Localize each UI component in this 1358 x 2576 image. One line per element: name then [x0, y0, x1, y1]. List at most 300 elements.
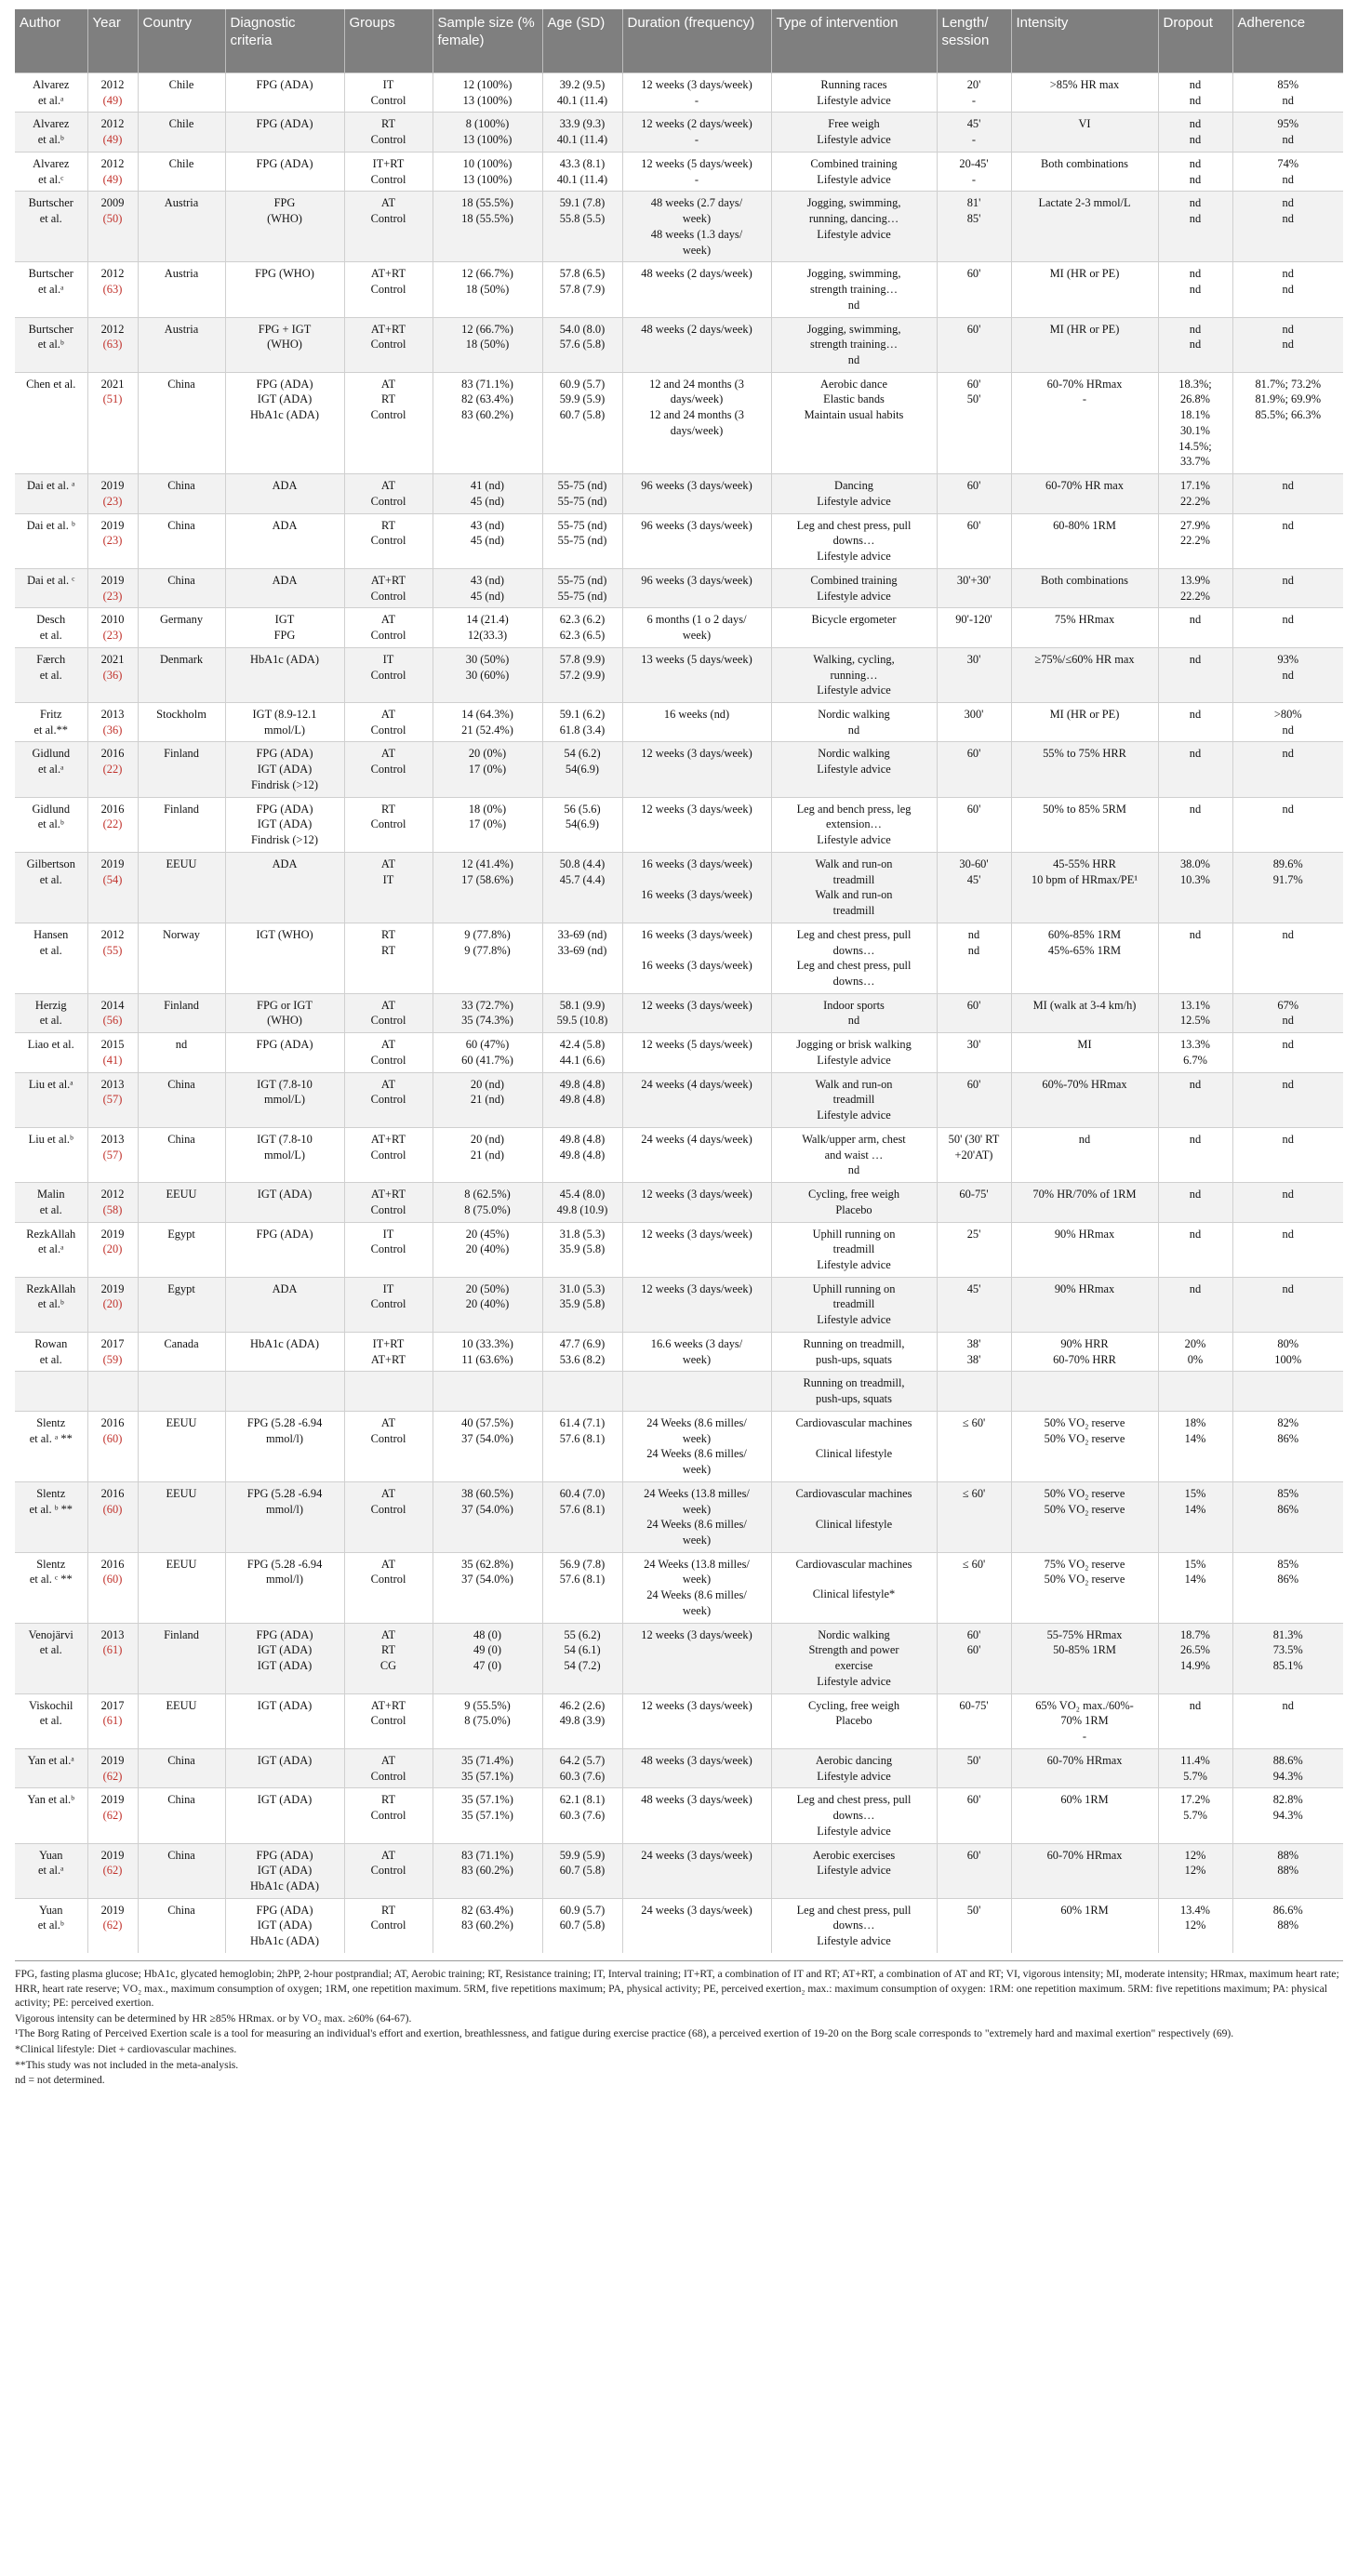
year-cell [87, 513, 138, 568]
age-cell [542, 797, 622, 852]
table-row [15, 1898, 1343, 1953]
diagnostic-criteria-line: ADA [272, 856, 298, 870]
intensity-line: 60% 1RM [1060, 1903, 1109, 1917]
sample-size-line: 20 (40%) [465, 1242, 510, 1256]
intervention-type-line: Walk/upper arm, chest [802, 1132, 906, 1146]
reference-link[interactable]: (23) [102, 494, 123, 508]
year-value: 2014 [100, 998, 125, 1012]
reference-link[interactable]: (23) [102, 534, 123, 548]
diagnostic-criteria-line: FPG (ADA) [256, 117, 313, 131]
intervention-type-cell [771, 192, 937, 262]
reference-link[interactable]: (22) [102, 763, 123, 777]
intervention-type-line: Lifestyle advice [817, 494, 891, 508]
age-line: 56.9 (7.8) [559, 1557, 606, 1571]
author-cell [15, 647, 87, 702]
reference-link[interactable]: (61) [102, 1714, 123, 1728]
adherence-line: 91.7% [1272, 872, 1303, 886]
age-line: 62.3 (6.2) [559, 613, 606, 627]
length-cell [937, 608, 1011, 647]
groups-cell [344, 73, 433, 113]
dropout-cell [1158, 1411, 1232, 1481]
duration-line: 48 weeks (3 days/week) [641, 1753, 752, 1767]
intervention-type-line: Clinical lifestyle* [812, 1587, 896, 1601]
reference-link[interactable]: (58) [102, 1202, 123, 1216]
groups-line: Control [370, 534, 406, 548]
duration-line: 12 and 24 months (3 [649, 377, 744, 391]
age-cell [542, 1372, 622, 1411]
country-cell [138, 113, 225, 152]
adherence-cell [1232, 1372, 1343, 1411]
header-dropout: Dropout [1158, 9, 1232, 73]
duration-line: week) [682, 629, 712, 643]
adherence-line: nd [1282, 1038, 1294, 1052]
sample-size-cell [433, 923, 542, 993]
author-cell [15, 262, 87, 317]
length-line: 60' [966, 267, 981, 281]
intensity-line: 50% VO₂ reserve [1044, 1573, 1125, 1587]
adherence-line: nd [1282, 747, 1294, 761]
reference-link[interactable]: (54) [102, 872, 123, 886]
duration-line: week) [682, 1573, 712, 1587]
sample-size-line: 9 (77.8%) [464, 927, 511, 941]
diagnostic-criteria-cell [225, 647, 344, 702]
diagnostic-criteria-cell [225, 1277, 344, 1332]
adherence-line: 85% [1277, 78, 1299, 91]
country-cell [138, 1481, 225, 1552]
adherence-line: nd [1282, 518, 1294, 532]
adherence-cell [1232, 192, 1343, 262]
reference-link[interactable]: (49) [102, 133, 123, 147]
diagnostic-criteria-cell [225, 73, 344, 113]
reference-link[interactable]: (60) [102, 1573, 123, 1587]
adherence-cell [1232, 73, 1343, 113]
adherence-cell [1232, 1748, 1343, 1787]
author-cell [15, 1183, 87, 1222]
sample-size-cell [433, 1033, 542, 1072]
sample-size-line: 18 (55.5%) [461, 212, 513, 226]
reference-link[interactable]: (36) [102, 668, 123, 682]
adherence-cell [1232, 1277, 1343, 1332]
country-cell [138, 647, 225, 702]
age-line: 55 (6.2) [564, 1627, 601, 1641]
table-row [15, 742, 1343, 797]
reference-link[interactable]: (63) [102, 338, 123, 352]
diagnostic-criteria-line: FPG (ADA) [256, 1627, 313, 1641]
adherence-line: nd [1282, 1698, 1294, 1712]
duration-line: week) [682, 1603, 712, 1617]
reference-link[interactable]: (62) [102, 1769, 123, 1783]
intensity-line: 60%-85% 1RM [1047, 927, 1122, 941]
length-cell [937, 1788, 1011, 1843]
groups-line: Control [370, 1809, 406, 1823]
sample-size-line: 21 (52.4%) [461, 723, 513, 737]
duration-cell [622, 1748, 771, 1787]
table-footnotes [15, 1960, 1343, 2088]
year-cell [87, 702, 138, 741]
reference-link[interactable]: (49) [102, 93, 123, 107]
author-line: et al. [39, 1714, 62, 1728]
author-line: et al. [39, 668, 62, 682]
intensity-cell [1011, 647, 1158, 702]
diagnostic-criteria-line: FPG (WHO) [255, 267, 314, 281]
groups-line: Control [370, 629, 406, 643]
diagnostic-criteria-line: FPG (ADA) [256, 747, 313, 761]
author-line: RezkAllah [26, 1227, 76, 1241]
diagnostic-criteria-line: HbA1c (ADA) [250, 1879, 319, 1892]
country-line: EEUU [166, 1415, 197, 1429]
duration-line: 13 weeks (5 days/week) [641, 652, 752, 666]
country-cell [138, 742, 225, 797]
year-value: 2016 [100, 802, 125, 816]
intervention-type-cell [771, 1623, 937, 1693]
groups-line: Control [370, 1714, 406, 1728]
duration-line: 48 weeks (3 days/week) [641, 1793, 752, 1807]
diagnostic-criteria-cell [225, 1623, 344, 1693]
author-line: Alvarez [33, 78, 70, 91]
age-cell [542, 113, 622, 152]
intervention-type-line: Jogging, swimming, [806, 322, 901, 336]
groups-cell [344, 1693, 433, 1748]
duration-cell [622, 1127, 771, 1182]
groups-line: AT+RT [370, 267, 406, 281]
length-line: 60-75' [959, 1188, 989, 1202]
dropout-line: 38.0% [1179, 856, 1210, 870]
groups-cell [344, 1127, 433, 1182]
adherence-line: nd [1282, 927, 1294, 941]
intervention-type-line: exercise [834, 1659, 873, 1673]
reference-link[interactable]: (57) [102, 1093, 123, 1107]
length-line: 60' [966, 747, 981, 761]
diagnostic-criteria-line: IGT (ADA) [257, 1864, 313, 1878]
diagnostic-criteria-cell [225, 1788, 344, 1843]
reference-link[interactable]: (63) [102, 283, 123, 297]
duration-line: 12 weeks (2 days/week) [641, 117, 752, 131]
reference-link[interactable]: (60) [102, 1502, 123, 1516]
groups-line: RT [380, 1793, 396, 1807]
table-row [15, 1372, 1343, 1411]
country-cell [138, 993, 225, 1032]
intervention-type-line: nd [847, 353, 860, 367]
age-line: 59.1 (6.2) [559, 707, 606, 721]
dropout-line: nd [1189, 652, 1202, 666]
sample-size-cell [433, 993, 542, 1032]
intervention-type-line: downs… [832, 534, 875, 548]
sample-size-line: 43 (nd) [470, 518, 505, 532]
country-line: EEUU [166, 1486, 197, 1500]
intervention-type-line: downs… [832, 943, 875, 957]
reference-link[interactable]: (41) [102, 1053, 123, 1067]
reference-link[interactable]: (36) [102, 723, 123, 737]
adherence-cell [1232, 1481, 1343, 1552]
diagnostic-criteria-line: HbA1c (ADA) [250, 408, 319, 422]
reference-link[interactable]: (59) [102, 1352, 123, 1366]
duration-cell [622, 797, 771, 852]
adherence-cell [1232, 513, 1343, 568]
length-line: 85' [966, 212, 981, 226]
intervention-type-line: Walk and run-on [815, 856, 893, 870]
year-value: 2015 [100, 1038, 125, 1052]
dropout-line: 13.4% [1179, 1903, 1210, 1917]
reference-link[interactable]: (60) [102, 1431, 123, 1445]
country-line: Chile [168, 78, 194, 91]
duration-cell [622, 152, 771, 191]
year-value: 2012 [100, 322, 125, 336]
intensity-line: MI (HR or PE) [1049, 267, 1120, 281]
country-line: EEUU [166, 1188, 197, 1202]
author-line: Alvarez [33, 117, 70, 131]
dropout-line: nd [1189, 117, 1202, 131]
age-cell [542, 1843, 622, 1898]
author-line: Liao et al. [27, 1038, 74, 1052]
intensity-cell [1011, 1277, 1158, 1332]
intensity-line: 50% VO₂ reserve [1044, 1431, 1125, 1445]
groups-line: RT [380, 943, 396, 957]
year-cell [87, 742, 138, 797]
diagnostic-criteria-line: mmol/l) [266, 1573, 303, 1587]
duration-line: week) [682, 1534, 712, 1547]
groups-line: RT [380, 117, 396, 131]
duration-line: days/week) [670, 423, 724, 437]
adherence-cell [1232, 608, 1343, 647]
intervention-type-line: Elastic bands [823, 392, 885, 406]
author-cell [15, 993, 87, 1032]
table-body [15, 73, 1343, 1953]
reference-link[interactable]: (56) [102, 1014, 123, 1028]
dropout-line: 18% [1184, 1415, 1206, 1429]
reference-link[interactable]: (20) [102, 1297, 123, 1311]
age-line: 54 (6.1) [564, 1643, 601, 1657]
author-line: et al.ᵃ [38, 763, 64, 777]
groups-line: IT [382, 652, 394, 666]
intervention-type-line: Lifestyle advice [817, 93, 891, 107]
groups-line: Control [370, 1093, 406, 1107]
country-cell [138, 1552, 225, 1623]
studies-table [15, 9, 1343, 1953]
adherence-cell [1232, 993, 1343, 1032]
intervention-type-line: Combined training [810, 156, 898, 170]
table-row [15, 1843, 1343, 1898]
dropout-cell [1158, 1183, 1232, 1222]
age-line: 39.2 (9.5) [559, 78, 606, 91]
author-cell [15, 742, 87, 797]
country-line: Finland [164, 802, 199, 816]
adherence-line: 88% [1277, 1848, 1299, 1862]
year-cell [87, 1552, 138, 1623]
duration-cell [622, 1788, 771, 1843]
reference-link[interactable]: (23) [102, 629, 123, 643]
table-row [15, 608, 1343, 647]
intensity-line: 50% VO₂ reserve [1044, 1502, 1125, 1516]
duration-cell [622, 608, 771, 647]
intensity-cell [1011, 152, 1158, 191]
diagnostic-criteria-line: ADA [272, 573, 298, 587]
year-cell [87, 1127, 138, 1182]
diagnostic-criteria-line: IGT (8.9-12.1 [252, 707, 317, 721]
sample-size-line: 43 (nd) [470, 573, 505, 587]
year-cell [87, 1277, 138, 1332]
groups-cell [344, 192, 433, 262]
sample-size-line: 17 (0%) [468, 817, 507, 831]
age-cell [542, 1072, 622, 1127]
dropout-cell [1158, 372, 1232, 473]
adherence-line: nd [1282, 212, 1294, 226]
duration-cell [622, 1843, 771, 1898]
adherence-cell [1232, 852, 1343, 923]
sample-size-cell [433, 1748, 542, 1787]
country-line: Austria [164, 267, 199, 281]
adherence-line: 82.8% [1272, 1793, 1303, 1807]
reference-link[interactable]: (62) [102, 1809, 123, 1823]
sample-size-line: 41 (nd) [470, 479, 505, 493]
intensity-cell [1011, 1898, 1158, 1953]
dropout-cell [1158, 742, 1232, 797]
diagnostic-criteria-line: (WHO) [267, 1014, 302, 1028]
length-line: 60' [966, 322, 981, 336]
header-type-of-intervention: Type of intervention [771, 9, 937, 73]
intervention-type-line: downs… [832, 1809, 875, 1823]
diagnostic-criteria-line: IGT (ADA) [257, 763, 313, 777]
reference-link[interactable]: (22) [102, 817, 123, 831]
year-value: 2019 [100, 1281, 125, 1295]
groups-cell [344, 1788, 433, 1843]
length-line: ≤ 60' [962, 1557, 986, 1571]
document-page [15, 9, 1343, 2089]
adherence-line: nd [1282, 172, 1294, 186]
duration-line: 12 weeks (5 days/week) [641, 156, 752, 170]
diagnostic-criteria-cell [225, 1332, 344, 1371]
dropout-cell [1158, 1552, 1232, 1623]
intervention-type-line: Leg and chest press, pull [796, 927, 912, 941]
groups-line: Control [370, 817, 406, 831]
reference-link[interactable]: (49) [102, 172, 123, 186]
country-cell [138, 1222, 225, 1277]
age-line: 60.7 (5.8) [559, 408, 606, 422]
reference-link[interactable]: (62) [102, 1864, 123, 1878]
intensity-line: nd [1078, 1132, 1091, 1146]
dropout-cell [1158, 262, 1232, 317]
length-line: 45' [966, 872, 981, 886]
diagnostic-criteria-line: FPG (5.28 -6.94 [246, 1557, 323, 1571]
footnote: *Clinical lifestyle: Diet + cardiovascular machines. [15, 2043, 237, 2056]
diagnostic-criteria-cell [225, 1748, 344, 1787]
age-line: 58.1 (9.9) [559, 998, 606, 1012]
length-cell [937, 372, 1011, 473]
table-row [15, 1748, 1343, 1787]
dropout-line: 15% [1184, 1557, 1206, 1571]
groups-line: Control [370, 1297, 406, 1311]
author-line: et al.ᵇ [37, 1297, 64, 1311]
intensity-line: 90% HRmax [1054, 1281, 1115, 1295]
reference-link[interactable]: (57) [102, 1148, 123, 1162]
age-line: 33-69 (nd) [557, 943, 607, 957]
intervention-type-line: Uphill running on [812, 1281, 896, 1295]
intervention-type-cell [771, 1693, 937, 1748]
sample-size-line: 20 (45%) [465, 1227, 510, 1241]
intensity-cell [1011, 1372, 1158, 1411]
diagnostic-criteria-line: IGT [274, 613, 295, 627]
sample-size-line: 83 (60.2%) [461, 1919, 513, 1932]
intensity-cell [1011, 1693, 1158, 1748]
country-cell [138, 1277, 225, 1332]
duration-line: 16 weeks (3 days/week) [641, 958, 752, 972]
reference-link[interactable]: (23) [102, 589, 123, 603]
groups-cell [344, 742, 433, 797]
diagnostic-criteria-line: FPG (ADA) [256, 1038, 313, 1052]
intervention-type-line: strength training… [810, 338, 898, 352]
intervention-type-line: Cardiovascular machines [795, 1415, 912, 1429]
age-line: 55-75 (nd) [557, 534, 607, 548]
diagnostic-criteria-line: FPG (ADA) [256, 78, 313, 91]
dropout-cell [1158, 1481, 1232, 1552]
reference-link[interactable]: (51) [102, 392, 123, 406]
intensity-line: >85% HR max [1049, 78, 1120, 91]
length-line: 60-75' [959, 1698, 989, 1712]
groups-cell [344, 568, 433, 607]
intervention-type-line: nd [847, 723, 860, 737]
sample-size-line: 35 (74.3%) [461, 1014, 513, 1028]
groups-cell [344, 317, 433, 372]
table-row [15, 1277, 1343, 1332]
reference-link[interactable]: (20) [102, 1242, 123, 1256]
reference-link[interactable] [93, 1390, 133, 1405]
intervention-type-line: Lifestyle advice [817, 550, 891, 564]
diagnostic-criteria-line: IGT (ADA) [257, 1643, 313, 1657]
country-line: Germany [159, 613, 204, 627]
length-cell [937, 1183, 1011, 1222]
sample-size-line: 60 (47%) [465, 1038, 510, 1052]
length-cell [937, 1277, 1011, 1332]
intervention-type-line: Placebo [835, 1202, 872, 1216]
author-line: Fritz [40, 707, 62, 721]
intervention-type-line: Aerobic exercises [812, 1848, 896, 1862]
sample-size-line: 33 (72.7%) [461, 998, 513, 1012]
reference-link[interactable]: (62) [102, 1919, 123, 1932]
intensity-line: - [1082, 392, 1087, 406]
sample-size-line: 20 (nd) [470, 1077, 505, 1091]
length-line: +20'AT) [954, 1148, 993, 1162]
age-cell [542, 1183, 622, 1222]
author-line: et al.ᵇ [37, 338, 64, 352]
reference-link[interactable]: (55) [102, 943, 123, 957]
length-cell [937, 1222, 1011, 1277]
intensity-cell [1011, 1332, 1158, 1371]
table-row [15, 1411, 1343, 1481]
length-line: nd [967, 927, 980, 941]
adherence-cell [1232, 1623, 1343, 1693]
length-line: ≤ 60' [962, 1415, 986, 1429]
header-adherence: Adherence [1232, 9, 1343, 73]
groups-line: Control [370, 172, 406, 186]
year-value: 2010 [100, 613, 125, 627]
intervention-type-line: Lifestyle advice [817, 172, 891, 186]
reference-link[interactable]: (61) [102, 1643, 123, 1657]
sample-size-line: 83 (60.2%) [461, 408, 513, 422]
year-value: 2016 [100, 1557, 125, 1571]
diagnostic-criteria-line: mmol/l) [266, 1431, 303, 1445]
reference-link[interactable]: (50) [102, 212, 123, 226]
age-cell [542, 1623, 622, 1693]
length-cell [937, 1127, 1011, 1182]
intensity-line: 60-70% HRmax [1046, 1753, 1123, 1767]
age-line: 44.1 (6.6) [559, 1053, 606, 1067]
year-value: 2012 [100, 156, 125, 170]
length-cell [937, 1898, 1011, 1953]
age-cell [542, 1033, 622, 1072]
groups-cell [344, 1183, 433, 1222]
intervention-type-cell [771, 1898, 937, 1953]
country-cell [138, 1072, 225, 1127]
intervention-type-cell [771, 1222, 937, 1277]
